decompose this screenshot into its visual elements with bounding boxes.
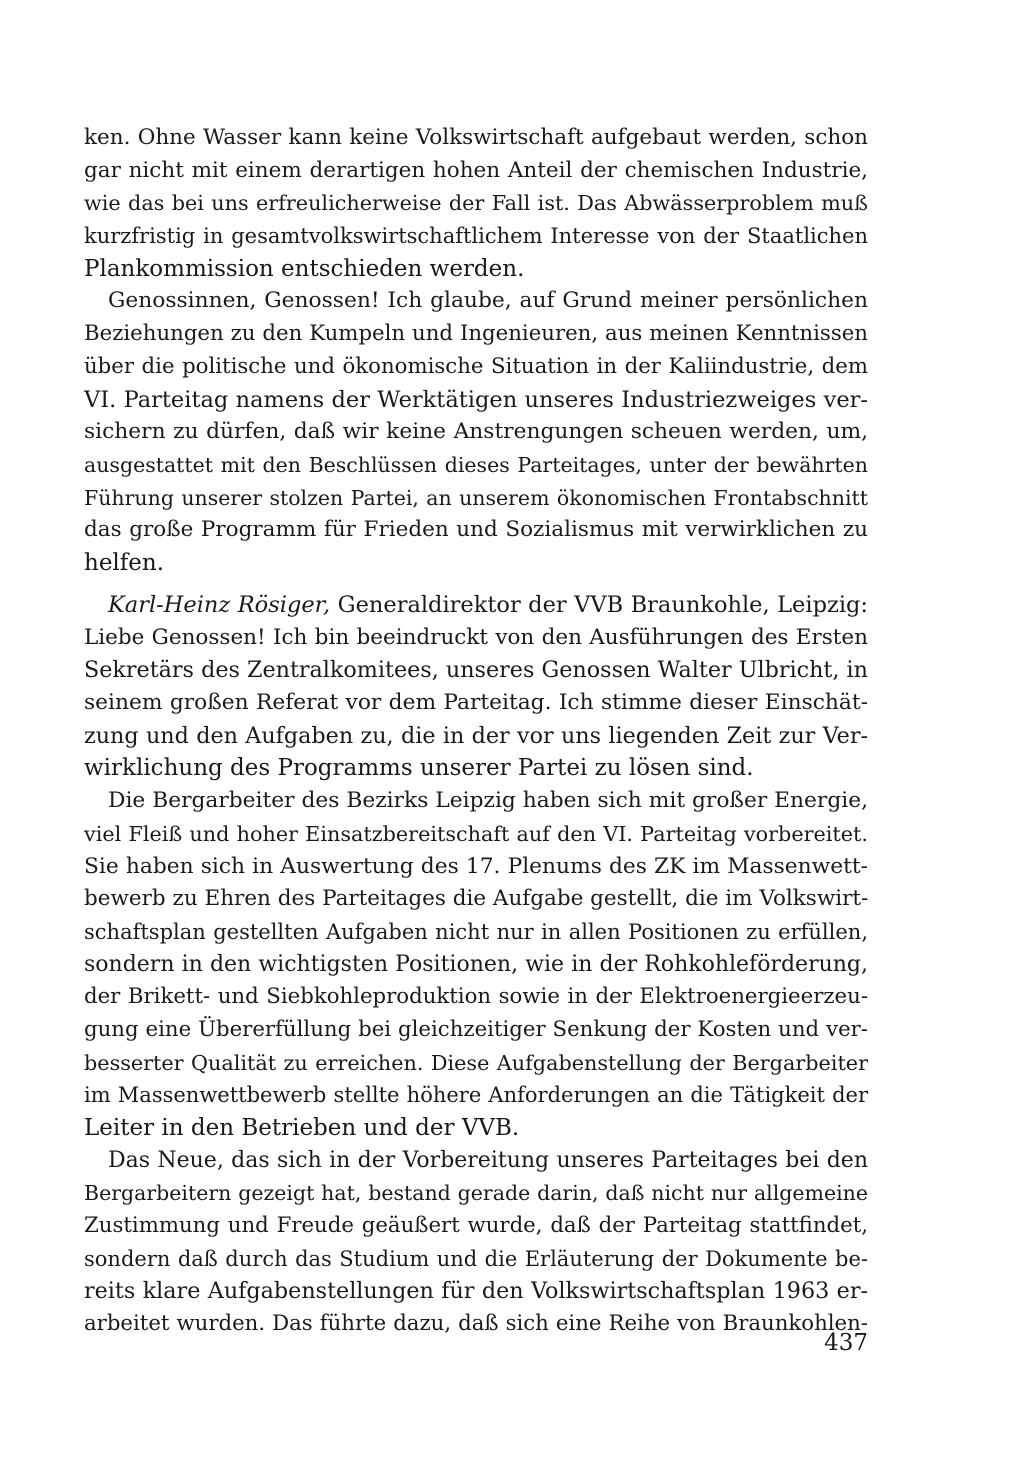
- text-line: VI. Parteitag namens der Werktätigen unseres Industriezweiges ver-: [84, 386, 868, 413]
- speaker-line: [84, 589, 868, 622]
- text-line: Liebe Genossen! Ich bin beeindruckt von den Ausführungen des Ersten: [84, 624, 868, 650]
- text-line: seinem großen Referat vor dem Parteitag. Ich stimme dieser Einschät-: [84, 690, 868, 716]
- text-line: arbeitet wurden. Das führte dazu, daß sich eine Reihe von Braunkohlen-: [84, 1311, 868, 1337]
- text-line: Sie haben sich in Auswertung des 17. Plenums des ZK im Massenwett-: [84, 853, 868, 879]
- text-line: über die politische und ökonomische Situation in der Kaliindustrie, dem: [84, 353, 868, 379]
- text-line: ken. Ohne Wasser kann keine Volkswirtschaft aufgebaut werden, schon: [84, 125, 868, 150]
- text-line: Beziehungen zu den Kumpeln und Ingenieuren, aus meinen Kenntnissen: [84, 321, 868, 347]
- text-line: gung eine Übererfüllung bei gleichzeitiger Senkung der Kosten und ver-: [84, 1016, 868, 1042]
- text-line: wirklichung des Programms unserer Partei zu lösen sind.: [84, 755, 754, 782]
- speaker-name: Karl-Heinz Rösiger,: [108, 592, 331, 618]
- speaker-title: Generaldirektor der VVB Braunkohle, Leipzig:: [330, 592, 869, 618]
- text-line: Bergarbeitern gezeigt hat, bestand gerade darin, daß nicht nur allgemeine: [84, 1181, 868, 1206]
- text-line: kurzfristig in gesamtvolkswirtschaftlichem Interesse von der Staatlichen: [84, 224, 868, 249]
- text-line: der Brikett- und Siebkohleproduktion sowie in der Elektroenergieerzeu-: [84, 984, 868, 1010]
- text-line: besserter Qualität zu erreichen. Diese Aufgabenstellung der Bergarbeiter: [84, 1050, 868, 1075]
- text-line: sondern in den wichtigsten Positionen, wie in der Rohkohleförderung,: [84, 951, 868, 977]
- text-line: Führung unserer stolzen Partei, an unserem ökonomischen Frontabschnitt: [84, 485, 868, 510]
- text-block-1: [84, 122, 868, 580]
- text-line: gar nicht mit einem derartigen hohen Anteil der chemischen Industrie,: [84, 157, 868, 183]
- text-line: sichern zu dürfen, daß wir keine Anstrengungen scheuen werden, um,: [84, 419, 868, 445]
- text-line: reits klare Aufgabenstellungen für den Volkswirtschaftsplan 1963 er-: [84, 1278, 868, 1305]
- text-line: Plankommission entschieden werden.: [84, 255, 525, 282]
- text-line: helfen.: [84, 549, 165, 576]
- text-line: ausgestattet mit den Beschlüssen dieses Parteitages, unter der bewährten: [84, 452, 868, 477]
- text-line: Das Neue, das sich in der Vorbereitung unseres Parteitages bei den: [108, 1147, 868, 1173]
- text-line: Leiter in den Betrieben und der VVB.: [84, 1115, 520, 1141]
- text-block-2: [84, 589, 868, 1341]
- text-line: schaftsplan gestellten Aufgaben nicht nur in allen Positionen zu erfüllen,: [84, 919, 868, 944]
- text-line: das große Programm für Frieden und Sozialismus mit verwirklichen zu: [84, 517, 868, 543]
- text-line: Die Bergarbeiter des Bezirks Leipzig haben sich mit großer Energie,: [108, 788, 868, 814]
- text-line: wie das bei uns erfreulicherweise der Fall ist. Das Abwässerproblem muß: [84, 191, 868, 216]
- page-number: 437: [824, 1330, 868, 1356]
- text-line: Sekretärs des Zentralkomitees, unseres Genossen Walter Ulbricht, in: [84, 657, 868, 684]
- text-line: viel Fleiß und hoher Einsatzbereitschaft auf den VI. Parteitag vorbereitet.: [84, 821, 868, 846]
- text-line: Genossinnen, Genossen! Ich glaube, auf Grund meiner persönlichen: [108, 288, 868, 314]
- text-line: bewerb zu Ehren des Parteitages die Aufgabe gestellt, die im Volkswirt-: [84, 886, 869, 912]
- text-line: sondern daß durch das Studium und die Erläuterung der Dokumente be-: [84, 1246, 868, 1271]
- text-line: zung und den Aufgaben zu, die in der vor uns liegenden Zeit zur Ver-: [84, 722, 868, 749]
- text-line: Zustimmung und Freude geäußert wurde, daß der Parteitag stattfindet,: [84, 1213, 868, 1239]
- text-line: im Massenwettbewerb stellte höhere Anforderungen an die Tätigkeit der: [84, 1083, 868, 1108]
